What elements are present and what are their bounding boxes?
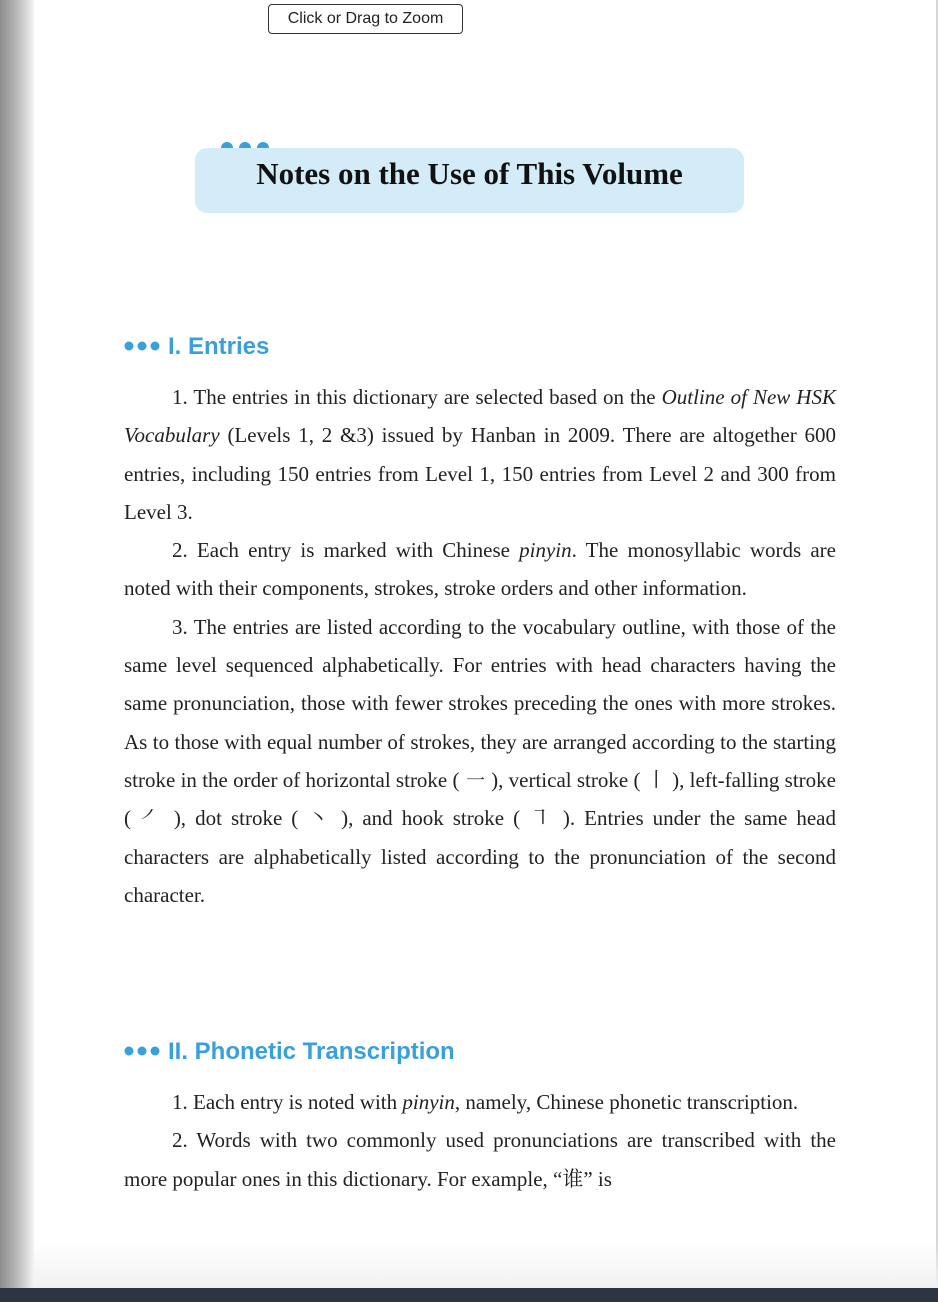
page-title: Notes on the Use of This Volume	[256, 156, 683, 191]
paragraph-italic-term: pinyin	[519, 538, 572, 563]
section-phonetic-body	[124, 1083, 836, 1198]
paragraph-italic-title: Outline of New HSK Vocabulary	[124, 385, 836, 448]
paragraph-text: (Levels 1, 2 &3) issued by Hanban in 2009. There are altogether 600 entries, including 150 entries from Level 1, 150 entries from Level 2 and 300 from Level 3.	[124, 423, 836, 524]
zoom-button[interactable]: Click or Drag to Zoom	[268, 4, 463, 34]
paragraph-text: 1. Each entry is noted with	[172, 1090, 403, 1114]
page-shadow-left	[0, 0, 34, 1302]
paragraph	[124, 608, 836, 914]
section-dots-icon	[124, 340, 164, 352]
paragraph-text: 2. Each entry is marked with Chinese	[172, 538, 520, 563]
paragraph	[124, 1121, 836, 1198]
paragraph	[124, 378, 836, 531]
viewer-bottom-bar	[0, 1288, 938, 1302]
paragraph	[124, 1083, 836, 1121]
section-heading-phonetic-transcription	[124, 1037, 455, 1067]
paragraph-text: 3. The entries are listed according to the vocabulary outline, with those of the same level sequenced alphabetically. For entries with head characters having the same pronunciation, those with fewer strokes preceding the ones with more strokes. As to those with equal number of strokes, they are arranged according to the starting stroke in the order of horizontal stroke ( ㇐ ), vertical stroke ( ㇑ ), left-falling stroke ( ㇒ ), dot stroke ( ㇔ ), and hook stroke ( ㇕ ). Entries under the same head characters are alphabetically listed according to the pronunciation of the second character.	[124, 614, 836, 907]
section-entries-body	[124, 378, 836, 914]
paragraph-text: 2. Words with two commonly used pronunciations are transcribed with the more popular ones in this dictionary. For example, “谁” is	[124, 1128, 836, 1191]
section-dots-icon	[124, 1045, 164, 1057]
paragraph-text: 1. The entries in this dictionary are selected based on the	[172, 385, 662, 409]
paragraph-italic-term: pinyin	[402, 1090, 455, 1114]
section-heading-entries	[124, 332, 269, 362]
paragraph	[124, 531, 836, 608]
paragraph-text: , namely, Chinese phonetic transcription.	[454, 1090, 799, 1114]
paragraph-text: . The monosyllabic words are noted with their components, strokes, stroke orders and other information.	[124, 538, 836, 601]
section-heading-label: I. Entries	[168, 333, 270, 360]
section-heading-label: II. Phonetic Transcription	[168, 1038, 455, 1065]
page-bottom-fade	[34, 1240, 938, 1288]
